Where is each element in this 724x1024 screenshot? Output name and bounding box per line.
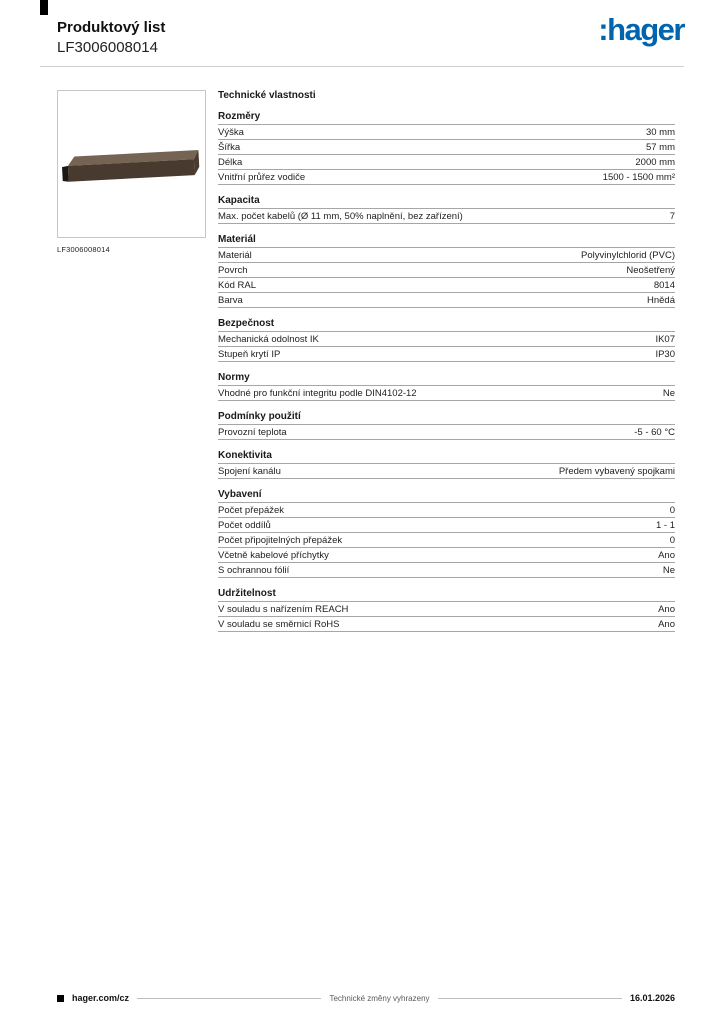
spec-section	[218, 370, 675, 401]
spec-row	[218, 386, 675, 401]
footer	[57, 993, 675, 1003]
spec-section-heading: Kapacita	[218, 193, 675, 209]
spec-label: Počet oddílů	[218, 519, 271, 531]
spec-section-heading: Podmínky použití	[218, 409, 675, 425]
header-divider	[40, 66, 684, 67]
spec-value: 0	[669, 504, 675, 516]
footer-date: 16.01.2026	[629, 993, 675, 1003]
spec-row	[218, 503, 675, 518]
spec-row	[218, 263, 675, 278]
spec-value: Ano	[658, 618, 675, 630]
spec-value: 57 mm	[645, 141, 675, 153]
spec-section-heading: Bezpečnost	[218, 316, 675, 332]
spec-label: Spojení kanálu	[218, 465, 281, 477]
spec-section	[218, 232, 675, 308]
spec-row	[218, 125, 675, 140]
spec-value: Předem vybavený spojkami	[558, 465, 675, 477]
spec-label: Šířka	[218, 141, 241, 153]
spec-row	[218, 155, 675, 170]
footer-site-link[interactable]: hager.com/cz	[72, 993, 130, 1003]
spec-row	[218, 533, 675, 548]
spec-value: IP30	[655, 348, 675, 360]
spec-label: Povrch	[218, 264, 248, 276]
page-corner-mark	[40, 0, 48, 15]
spec-row	[218, 278, 675, 293]
spec-row	[218, 518, 675, 533]
spec-label: Včetně kabelové příchytky	[218, 549, 329, 561]
spec-label: Mechanická odolnost IK	[218, 333, 319, 345]
spec-value: -5 - 60 °C	[634, 426, 675, 438]
spec-label: Délka	[218, 156, 243, 168]
spec-row	[218, 425, 675, 440]
spec-value: 0	[669, 534, 675, 546]
spec-value: 8014	[653, 279, 675, 291]
spec-label: Vhodné pro funkční integritu podle DIN4102-12	[218, 387, 417, 399]
spec-row	[218, 617, 675, 632]
spec-value: Ne	[662, 564, 675, 576]
header	[57, 12, 684, 56]
hager-logo: :hager	[598, 12, 684, 47]
trunking-end-opening	[62, 166, 69, 182]
footer-divider-right	[438, 998, 622, 999]
spec-value: Hnědá	[647, 294, 675, 306]
spec-sections	[218, 109, 675, 632]
spec-label: V souladu s nařízením REACH	[218, 603, 349, 615]
spec-value: Ano	[658, 603, 675, 615]
spec-label: Výška	[218, 126, 244, 138]
spec-row	[218, 170, 675, 185]
spec-row	[218, 347, 675, 362]
spec-row	[218, 248, 675, 263]
spec-value: Polyvinylchlorid (PVC)	[581, 249, 675, 261]
footer-divider-left	[137, 998, 321, 999]
footer-square-mark	[57, 995, 64, 1002]
spec-row	[218, 209, 675, 224]
spec-row	[218, 140, 675, 155]
spec-label: Počet připojitelných přepážek	[218, 534, 343, 546]
spec-value: Ano	[658, 549, 675, 561]
spec-section	[218, 409, 675, 440]
spec-row	[218, 563, 675, 578]
spec-value: 7	[669, 210, 675, 222]
spec-section-heading: Konektivita	[218, 448, 675, 464]
spec-row	[218, 602, 675, 617]
spec-row	[218, 464, 675, 479]
spec-row	[218, 548, 675, 563]
spec-value: 2000 mm	[635, 156, 675, 168]
spec-section	[218, 316, 675, 362]
spec-label: Vnitřní průřez vodiče	[218, 171, 306, 183]
spec-label: Kód RAL	[218, 279, 257, 291]
spec-label: Max. počet kabelů (Ø 11 mm, 50% naplnění, bez zařízení)	[218, 210, 463, 222]
spec-value: 1 - 1	[655, 519, 675, 531]
footer-note: Technické změny vyhrazeny	[329, 993, 430, 1003]
spec-section	[218, 193, 675, 224]
product-image-caption: LF3006008014	[57, 245, 110, 254]
spec-label: Stupeň krytí IP	[218, 348, 281, 360]
spec-label: Barva	[218, 294, 243, 306]
spec-label: Provozní teplota	[218, 426, 287, 438]
spec-value: 1500 - 1500 mm²	[602, 171, 675, 183]
doc-type-title: Produktový list	[57, 19, 166, 36]
spec-value: Ne	[662, 387, 675, 399]
spec-section	[218, 448, 675, 479]
spec-section-heading: Rozměry	[218, 109, 675, 125]
spec-label: Počet přepážek	[218, 504, 285, 516]
specs-title: Technické vlastnosti	[218, 90, 316, 101]
spec-label: Materiál	[218, 249, 252, 261]
spec-section	[218, 487, 675, 578]
spec-section-heading: Vybavení	[218, 487, 675, 503]
product-code: LF3006008014	[57, 39, 158, 56]
spec-section-heading: Materiál	[218, 232, 675, 248]
spec-row	[218, 332, 675, 347]
spec-value: Neošetřený	[626, 264, 675, 276]
spec-section	[218, 586, 675, 632]
spec-value: 30 mm	[645, 126, 675, 138]
spec-value: IK07	[655, 333, 675, 345]
spec-section	[218, 109, 675, 185]
trunking-illustration	[58, 91, 205, 237]
specs-table	[218, 90, 675, 632]
spec-row	[218, 293, 675, 308]
spec-label: V souladu se směrnicí RoHS	[218, 618, 340, 630]
spec-label: S ochrannou fólií	[218, 564, 290, 576]
product-image-column	[57, 90, 206, 254]
spec-section-heading: Udržitelnost	[218, 586, 675, 602]
product-image	[57, 90, 206, 238]
spec-section-heading: Normy	[218, 370, 675, 386]
